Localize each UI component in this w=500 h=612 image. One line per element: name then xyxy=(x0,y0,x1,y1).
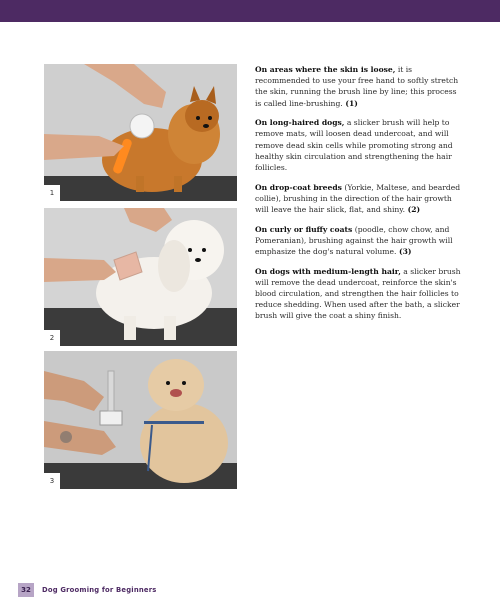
paragraph-body: (poodle, chow chow, and Pomeranian), brushing against the hair growth will emphasize the dog's natural volume. xyxy=(255,224,453,257)
page-footer xyxy=(18,583,157,597)
page-number: 32 xyxy=(18,583,34,597)
paragraph xyxy=(255,266,463,322)
photo-number: 3 xyxy=(44,473,60,489)
paragraph-lead: On areas where the skin is loose, xyxy=(255,65,396,74)
paragraph-body: a slicker brush will remove the dead undercoat, reinforce the skin's blood circulation, and strengthen the hair follicles to reduce shedding. When used after the bath, a slicker brush will give the coat a shiny finish. xyxy=(255,266,461,321)
maltese-photo xyxy=(44,208,237,346)
pomeranian-photo xyxy=(44,64,237,201)
paragraph-lead: On drop-coat breeds xyxy=(255,182,342,192)
paragraph-lead: On dogs with medium-length hair, xyxy=(255,266,401,276)
photo-reference: (1) xyxy=(342,98,358,108)
header-bar xyxy=(0,0,500,22)
paragraph xyxy=(255,117,463,173)
photo-number: 2 xyxy=(44,330,60,346)
photo-2 xyxy=(44,208,237,346)
paragraph-lead: On long-haired dogs, xyxy=(255,118,345,128)
poodle-mix-photo xyxy=(44,351,237,489)
paragraph-body: it is recommended to use your free hand to softly stretch the skin, running the brush line by line; this process is called line-brushing. xyxy=(255,65,459,108)
photo-reference: (3) xyxy=(396,247,412,257)
paragraph xyxy=(255,224,463,258)
paragraph xyxy=(255,64,463,109)
body-text xyxy=(255,64,463,330)
photo-number: 1 xyxy=(44,185,60,201)
photo-1 xyxy=(44,64,237,201)
paragraph-lead: On curly or fluffy coats xyxy=(255,224,353,234)
paragraph xyxy=(255,182,463,216)
paragraph-body: (Yorkie, Maltese, and bearded collie), brushing in the direction of the hair growth will leave the hair slick, flat, and shiny. xyxy=(255,182,461,215)
photo-reference: (2) xyxy=(405,205,421,215)
photo-3 xyxy=(44,351,237,489)
paragraph-body: a slicker brush will help to remove mats, will loosen dead undercoat, and will remove dead skin cells while promoting strong and healthy skin circulation and strengthening the hair follicles. xyxy=(255,118,453,173)
running-title: Dog Grooming for Beginners xyxy=(42,586,157,594)
